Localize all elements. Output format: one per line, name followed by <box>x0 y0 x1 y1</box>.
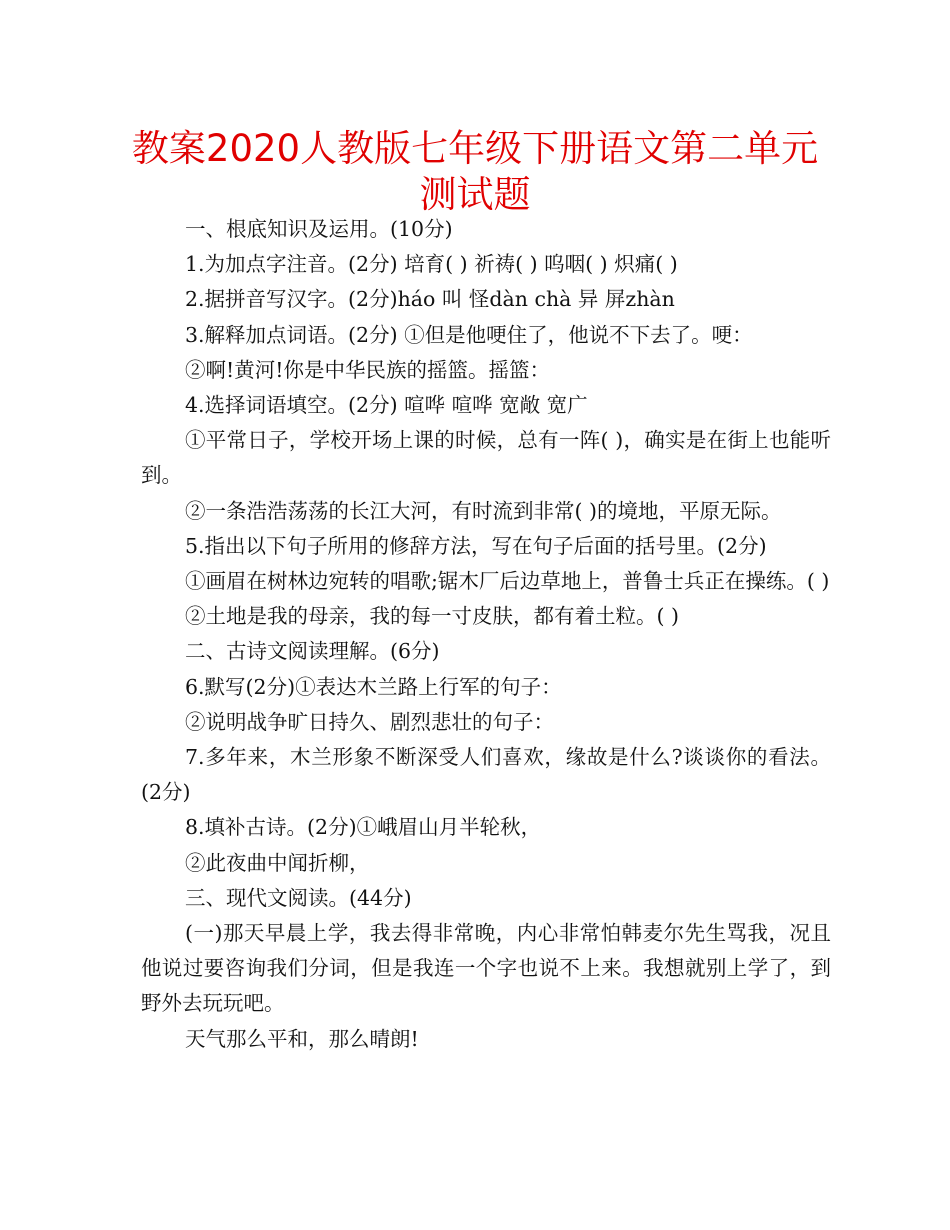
question-5-part-2: ②土地是我的母亲，我的每一寸皮肤，都有着土粒。( ) <box>185 604 680 629</box>
question-4-part-1: ①平常日子，学校开场上课的时候，总有一阵( )，确实是在街上也能听到。 <box>141 428 831 488</box>
question-3: 3.解释加点词语。(2分) ①但是他哽住了，他说不下去了。哽： <box>185 322 753 347</box>
question-8: 8.填补古诗。(2分)①峨眉山月半轮秋， <box>185 815 542 840</box>
question-1: 1.为加点字注音。(2分) 培育( ) 祈祷( ) 呜咽( ) 炽痛( ) <box>185 252 678 277</box>
question-4-part-2: ②一条浩浩荡荡的长江大河，有时流到非常( )的境地，平原无际。 <box>185 498 782 523</box>
section-heading-classical-reading: 二、古诗文阅读理解。(6分) <box>185 639 440 664</box>
question-6: 6.默写(2分)①表达木兰路上行军的句子： <box>185 674 562 699</box>
section-heading-basic-knowledge: 一、根底知识及运用。(10分) <box>185 217 453 241</box>
reading-passage-paragraph: 天气那么平和，那么晴朗! <box>185 1026 419 1051</box>
question-5-part-1: ①画眉在树林边宛转的唱歌;锯木厂后边草地上，普鲁士兵正在操练。( ) <box>185 569 830 594</box>
question-4: 4.选择词语填空。(2分) 喧哗 喧哗 宽敞 宽广 <box>185 393 588 418</box>
document-body <box>141 212 831 1057</box>
question-3-part-2: ②啊!黄河!你是中华民族的摇篮。摇篮： <box>185 357 550 382</box>
question-2: 2.据拼音写汉字。(2分)háo 叫 怪dàn chà 异 屏zhàn <box>185 287 675 312</box>
section-heading-modern-reading: 三、现代文阅读。(44分) <box>185 885 412 910</box>
question-6-part-2: ②说明战争旷日持久、剧烈悲壮的句子： <box>185 709 554 734</box>
question-7: 7.多年来，木兰形象不断深受人们喜欢，缘故是什么?谈谈你的看法。(2分) <box>141 745 831 805</box>
reading-passage-paragraph: (一)那天早晨上学，我去得非常晚，内心非常怕韩麦尔先生骂我，况且他说过要咨询我们分词，但是我连一个字也说不上来。我想就别上学了，到野外去玩玩吧。 <box>141 921 831 1016</box>
question-5: 5.指出以下句子所用的修辞方法，写在句子后面的括号里。(2分) <box>185 533 767 558</box>
question-8-part-2: ②此夜曲中闻折柳， <box>185 850 370 875</box>
document-title-continued: 测试题 <box>419 173 531 216</box>
document-title: 教案2020人教版七年级下册语文第二单元 <box>131 127 819 170</box>
